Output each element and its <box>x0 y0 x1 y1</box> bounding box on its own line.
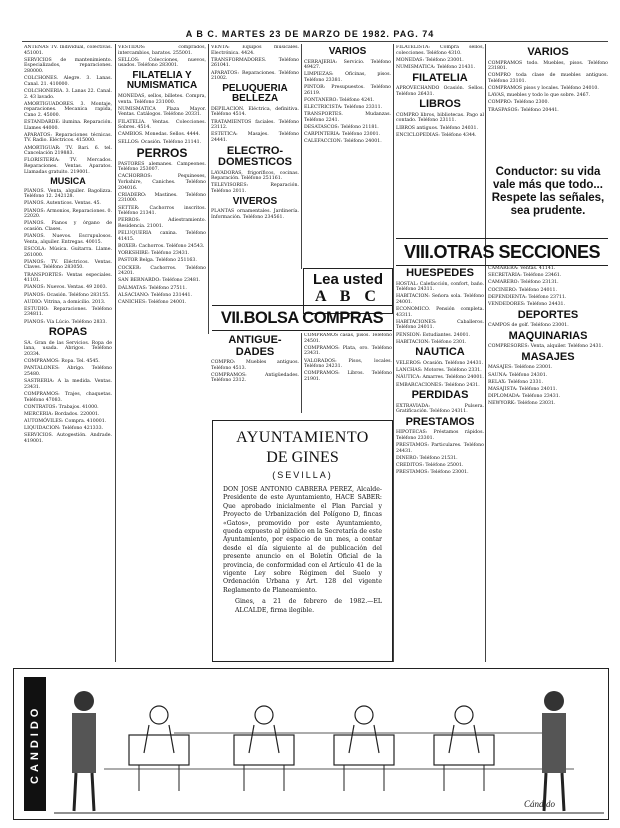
classified-ad: TELEVISORES: Reparación. Teléfono 2011. <box>211 183 299 194</box>
bolsa-compras-list <box>304 333 392 418</box>
classified-ad: CARPINTERIA: Teléfono 23001. <box>304 132 381 138</box>
classified-ad: LAVAS, muebles y todo lo que sobre. 2467. <box>488 93 591 99</box>
classified-ad: HABITACION: Señora sola. Teléfono 24001. <box>396 294 484 305</box>
notice-body: DON JOSE ANTONIO CABRERA PEREZ, Alcalde-Presidente de este Ayuntamiento, HACE SABER: Que aprobado inicialmente el Plan Parcial y Proyecto de Urbanización del Polígono D, fincas «Gatos», promovido por este Ayuntamiento, queda expuesto al público en la Secretaría de este Ayuntamiento, por espacio de un mes, a contar desde el día siguiente al de publicación del presente anuncio en el Boletín Oficial de la provincia, de conformidad con el Artículo 41 de la vigente Ley sobre Régimen del Suelo y Ordenación Urbana y Art. 128 del vigente Reglamento de Planeamiento. <box>223 486 382 594</box>
classified-ad: HABITACION: Teléfono 2301. <box>396 339 467 345</box>
classified-ad: CALEFACCION: Teléfono 24001. <box>304 139 382 145</box>
nautica-list <box>396 361 484 388</box>
prestamos-list <box>396 430 484 476</box>
cartoon-drawing <box>54 673 604 815</box>
classified-ad: LIQUIDACION: Teléfono 421333. <box>24 426 104 432</box>
classified-ad: SERVICIOS. Autogestión. Andrade. 419001. <box>24 433 112 445</box>
column-rule <box>485 262 486 662</box>
right-top-list <box>488 266 608 308</box>
section-title-ropas: ROPAS <box>48 326 88 339</box>
classified-ad: HOSTAL: Calefacción, confort, baño. Teléfono 24311. <box>396 281 484 293</box>
classified-ad: DEPILACION. Eléctrica, definitiva. Teléfono 4514. <box>211 106 299 118</box>
section-title-filatelia-numismatica: FILATELIA Y NUMISMATICA <box>126 69 198 92</box>
classified-ad: CRIADERO: Mastines. Teléfono 231000. <box>118 192 206 204</box>
section-title-prestamos: PRESTAMOS <box>405 415 475 428</box>
classified-ad: APROVECHANDO Ocasión. Sellos. Teléfono 26431. <box>396 86 484 97</box>
classified-column-6-lower <box>488 266 608 662</box>
notice-subtitle: DE GINES <box>266 449 339 466</box>
classified-ad: LIMPIEZAS: Oficinas, pisos. Teléfono 23381. <box>304 72 391 83</box>
huespedes-list <box>396 282 484 346</box>
section-title-masajes: MASAJES <box>521 350 575 363</box>
classified-ad: SAN BERNARDO: Teléfono 23481. <box>118 278 201 284</box>
notice-signature: Gines, a 21 de febrero de 1982.—EL ALCALDE, firma ilegible. <box>235 598 382 614</box>
classified-ad: LIBROS antiguos. Teléfono 24031. <box>396 125 479 131</box>
classified-ad: VALORADOS: Pisos, locales. Teléfono 24231. <box>304 358 392 370</box>
classified-ad: PANTALONES: Abrigo. Teléfono 25480. <box>24 366 112 377</box>
classified-ad: ENCICLOPEDIAS: Teléfono 4344. <box>396 132 477 138</box>
classified-ad: VENDEDORES: Teléfono 24431. <box>488 301 566 307</box>
classified-ad: AUTOMÓVILES: Compra. 410001. <box>24 419 107 425</box>
ayuntamiento-notice <box>212 420 393 662</box>
col5-top-list <box>396 45 484 71</box>
classified-ad: COMPRAMOS: Trajes, chaquetas. Teléfono 47083. <box>24 391 112 403</box>
classified-ad: MONEDAS, sellos, billetes. Compra, venta. Teléfono 231000. <box>118 93 206 105</box>
column-rule <box>393 44 394 662</box>
page-header: A B C. MARTES 23 DE MARZO DE 1982. PAG. 74 <box>185 29 435 39</box>
classified-ad: YORKSHIRE: Teléfono 23431. <box>118 251 190 257</box>
classified-ad: ALSACIANO: Teléfono 231441. <box>118 292 193 298</box>
perdidas-list <box>396 404 484 415</box>
classified-ad: DINERO: Teléfono 21531. <box>396 456 458 461</box>
abc-logo-text: A B C <box>315 288 381 305</box>
classified-ad: FONTANERO: Teléfono 4241. <box>304 97 375 103</box>
classified-ad: PERROS: Adiestramiento. Residencia. 21001. <box>118 218 206 229</box>
classified-ad: DEPENDIENTA: Teléfono 23711. <box>488 294 567 300</box>
candido-cartoon <box>13 668 609 820</box>
classified-column-6 <box>488 45 608 165</box>
conductor-safety-notice: Conductor: su vida vale más que todo... Respete las señales, sea prudente. <box>491 166 605 217</box>
header-rule <box>22 41 608 42</box>
section-title-huespedes: HUESPEDES <box>406 267 474 279</box>
classified-ad: NÁUTICA: Amarres. Teléfono 24001. <box>396 375 484 381</box>
classified-ad: AUDIO: Vitrina, a domicilio. 2013. <box>24 299 106 305</box>
classified-ad: SASTRERIA: A la medida. Ventas. 23431. <box>24 379 112 390</box>
section-title-perros: PERROS <box>136 146 188 161</box>
classified-ad: PINTOR: Presupuestos. Teléfono 26119. <box>304 85 391 96</box>
section-title-libros: LIBROS <box>419 98 461 111</box>
section-banner-otras-secciones: VIII.OTRAS SECCIONES <box>396 238 608 266</box>
classified-ad: PIANOS: Armonios, Reparaciones. 0. 22020. <box>24 208 112 220</box>
classified-ad: ESTUDIO: Reparaciones. Teléfono 234811. <box>24 306 112 318</box>
classified-ad: SERVICIOS de mantenimiento. Especializados, reparaciones. 280000. <box>24 57 112 74</box>
classified-ad: CANICHES: Teléfono 24001. <box>118 299 187 305</box>
classified-ad: CACHORROS: Pequineses, Yorkshire, Caniches. Teléfono 204016. <box>118 174 206 191</box>
classified-ad: CAMARERA: Ventas. 41141. <box>488 266 556 271</box>
classified-ad: PIANOS: TV. Eléctricos. Ventas. Claves. Teléfono 283050. <box>24 259 112 271</box>
classified-ad: DIPLOMADA: Teléfono 23431. <box>488 394 561 400</box>
notice-title: AYUNTAMIENTO <box>236 429 369 446</box>
classified-ad: COCINERO: Teléfono 24011. <box>488 287 557 293</box>
classified-ad: COMPRO toda clase de muebles antiguos. Teléfono 23101. <box>488 73 608 84</box>
classified-ad: PIANOS: Nuevos. Ventas. 49 2003. <box>24 285 108 291</box>
classified-ad: BOXER: Cachorros. Teléfono 24543. <box>118 243 205 249</box>
classified-ad: FILATELIA. Ventas. Colecciones. Sobres. 4514. <box>118 119 206 131</box>
classified-ad: VELEROS: Ocasión. Teléfono 24431. <box>396 361 484 366</box>
classified-ad: ESTETICA: Masajes. Teléfono 24441. <box>211 132 299 143</box>
classified-ad: HIPOTECAS: Préstamos rápidos. Teléfono 23301. <box>396 430 484 442</box>
classified-ad: PIANOS. Venta, alquiler. Bagolizza. Teléfono 12. 242128. <box>24 188 112 200</box>
classified-ad: SETTER: Cachorros inscritos. Teléfono 21341. <box>118 205 206 217</box>
classified-ad: ECONOMICO. Pensión completa. 43311. <box>396 307 484 318</box>
classified-ad: COMPRAMOS todo. Muebles, pisos. Teléfono 231801. <box>488 60 608 72</box>
classified-ad: VESTIDOS: comprados, intercambios, baratos. 255001. <box>118 45 206 56</box>
classified-ad: LANCHAS: Motores. Teléfono 2331. <box>396 368 482 374</box>
classified-ad: AMORTIGUAR: TV. Bari. 6. tel. Cancelación 219883. <box>24 145 112 157</box>
classified-ad: ESTANDARDE: ilumina. Reparación. Llames 44000. <box>24 120 112 131</box>
classified-ad: FILATELISTA: Compra sellos, colecciones. Teléfono 4310. <box>396 45 484 56</box>
classified-ad: VENTA: Equipos musicales. Electrónica. 4424. <box>211 45 299 56</box>
col2-filatelia-list <box>118 94 206 145</box>
classified-ad: MASAJES: Teléfono 23001. <box>488 365 553 371</box>
col2-perros-list <box>118 162 206 306</box>
classified-ad: PIANOS: Vía Lúcio. Teléfono 2833. <box>24 319 107 325</box>
col3-viveros-list <box>211 209 299 220</box>
col6-varios-list <box>488 61 608 114</box>
classified-ad: PIANOS. Nuevos. Escrupulosos. Venta, alquiler. Entregas. 40015. <box>24 234 112 245</box>
section-title-maquinarias: MAQUINARIAS <box>508 329 588 342</box>
classified-ad: ELECTRICISTA: Teléfono 23311. <box>304 105 383 111</box>
cartoon-title-strip <box>24 677 46 811</box>
classified-ad: PIANOS. Pianos y órgano de ocasión. Clases. <box>24 221 112 232</box>
classified-ad: COMPRAMOS: Libros. Teléfono 21901. <box>304 371 392 382</box>
classified-ad: TRASPASOS: Teléfono 20441. <box>488 107 559 113</box>
column-rule <box>301 333 302 413</box>
classified-ad: SAUNA: Teléfono 24301. <box>488 372 548 378</box>
classified-ad: CAMPOS de golf. Teléfono 23001. <box>488 323 569 329</box>
classified-ad: COMPRESORES: Venta, alquiler. Teléfono 2431. <box>488 344 603 350</box>
section-title-varios-2: VARIOS <box>527 46 569 58</box>
classified-ad: NUMISMATICA: Teléfono 21431. <box>396 64 475 70</box>
classified-column-3 <box>211 45 299 335</box>
cartoon-vertical-title: CANDIDO <box>29 704 41 784</box>
col1-ropas-list <box>24 341 112 432</box>
classified-ad: ANTENAS TV. Individual, colectivas. 451001. <box>24 45 112 56</box>
classified-ad: AMORTIGUADORES. 3. Montaje, reparaciones. Mecanica rapida, Cano 2. 45000. <box>24 101 112 118</box>
classified-ad: COLCHONERIA. 3. Lanas 22. Canal. 2. 43 lavado. <box>24 88 112 100</box>
col3-top-list <box>211 45 299 82</box>
classified-ad: PLANTAS ornamentales. Jardinería. Información. Teléfono 234561. <box>211 209 299 220</box>
classified-ad: EMBARCACIONES: Teléfono 2431. <box>396 382 480 388</box>
col1-musica-list <box>24 189 112 326</box>
col2-top-list <box>118 45 206 69</box>
classified-ad: CERRAJERIA: Servicio. Teléfono 49427. <box>304 59 391 71</box>
classified-ad: COMPRO: Teléfono 2300. <box>488 100 549 106</box>
classified-ad: CREDITOS: Teléfono 25001. <box>396 463 464 469</box>
classified-ad: DESATASCOS: Teléfono 21181. <box>304 125 379 130</box>
classified-ad: TRANSPORTES: Ventas especiales. 41101. <box>24 272 112 284</box>
masajes-list <box>488 365 608 407</box>
classified-ad: PASTORES alemanes. Campeones. Teléfono 253007. <box>118 161 206 173</box>
classified-ad: COMPRAMOS pisos y locales. Teléfono 24010. <box>488 86 599 92</box>
classified-column-5-lower <box>396 266 484 662</box>
col3-electro-list <box>211 171 299 195</box>
classified-ad: APARATOS: Reparaciones. Teléfono 21002. <box>211 70 299 82</box>
col3-peluqueria-list <box>211 107 299 144</box>
section-title-antiguedades: ANTIGUE-DADES <box>228 334 282 358</box>
section-title-filatelia: FILATELIA <box>412 71 468 84</box>
maquinarias-list <box>488 344 608 350</box>
classified-ad: PRESTAMOS: Particulares. Teléfono 24431. <box>396 443 484 454</box>
section-title-musica: MUSICA <box>50 176 86 187</box>
column-rule <box>208 44 209 334</box>
section-title-perdidas: PERDIDAS <box>411 389 469 402</box>
classified-column-2 <box>118 45 206 665</box>
classified-ad: PENSION: Estudiantes. 24001. <box>396 332 471 338</box>
classified-ad: CAMARERO: Teléfono 23131. <box>488 280 559 286</box>
classified-ad: PASTOR Belga. Teléfono 251163. <box>118 258 197 264</box>
classified-ad: COMPRO libros, bibliotecas. Pago al contado. Teléfono 23111. <box>396 112 484 124</box>
section-title-deportes: DEPORTES <box>517 308 579 321</box>
classified-column-4 <box>304 45 391 270</box>
classified-column-5 <box>396 45 484 235</box>
column-rule <box>301 44 302 269</box>
classified-ad: SECRETARIA: Teléfono 23461. <box>488 273 562 279</box>
section-title-peluqueria-belleza: PELUQUERIA BELLEZA <box>222 82 288 105</box>
col1-top-list <box>24 45 112 175</box>
classified-ad: RELAX: Teléfono 2331. <box>488 379 543 385</box>
classified-ad: PIANOS. Autenticos. Ventas. 45. <box>24 201 101 207</box>
notice-province: (SEVILLA) <box>272 470 333 480</box>
col3-antiguedades-list <box>211 360 299 384</box>
classified-ad: NEWYORK: Teléfono 23031. <box>488 401 556 407</box>
section-title-electrodomesticos: ELECTRO-DOMESTICOS <box>218 144 292 169</box>
classified-ad: COMPRO: Muebles antiguos. Teléfono 4513. <box>211 360 299 371</box>
classified-ad: COCKER: Cachorros. Teléfono 24201. <box>118 265 206 277</box>
classified-ad: SELLOS: Ocasión. Teléfono 21141. <box>118 139 202 145</box>
lea-usted-text: Lea usted <box>312 271 384 288</box>
classified-ad: COMPRAMOS casas, pisos. Teléfono 24501. <box>304 333 392 344</box>
classified-ad: NUMISMATICA Plaza Mayor. Ventas. Catálogos. Teléfono 20331. <box>118 106 206 118</box>
section-title-varios: VARIOS <box>328 46 367 57</box>
classified-ad: PELUQUERIA canina. Teléfono 41415. <box>118 231 206 242</box>
col4-varios-list <box>304 60 391 145</box>
classified-ad: SELLOS: Colecciones, nuevos, usados. Teléfono 283001. <box>118 57 206 69</box>
classified-ad: ESCOLA: Música. Guitarra. Llame. 261000. <box>24 246 112 258</box>
classified-ad: PIANOS: Ocasión. Teléfono 283155. <box>24 292 110 298</box>
classified-ad: MONEDAS: Teléfono 23001. <box>396 57 464 63</box>
classified-ad: COMPRAMOS: Antigüedades. Teléfono 2312. <box>211 372 299 384</box>
classified-ad: COMPRAMOS: Plata, oro. Teléfono 23431. <box>304 345 392 357</box>
classified-ad: PRESTAMOS: Teléfono 23001. <box>396 470 469 476</box>
deportes-list <box>488 323 608 329</box>
section-title-nautica: NAUTICA <box>415 346 465 359</box>
classified-ad: LAVADORAS, frigoríficos, cocinas. Reparación. Teléfono 251161. <box>211 170 299 182</box>
classified-ad: TRANSPORTES. Mudanzas. Teléfono 2241. <box>304 112 391 123</box>
classified-ad: CONTRATOS: Trabajos. 41000. <box>24 404 99 410</box>
classified-ad: SA. Gran de las Servicios. Ropa de lana, usada. Abrigos. Teléfono 20334. <box>24 340 112 357</box>
classified-ad: TRATAMIENTOS faciales. Teléfono 23112. <box>211 119 299 131</box>
classified-ad: HABITACIONES: Caballeros. Teléfono 24011. <box>396 319 484 331</box>
classified-column-1 <box>24 45 112 665</box>
classified-ad: CAMBIOS. Monedas. Sellos. 4444. <box>118 132 201 138</box>
col5-filatelia-list <box>396 86 484 97</box>
column-rule <box>115 44 116 662</box>
section-title-viveros: VIVEROS <box>232 195 278 207</box>
classified-ad: DÁLMATAS: Teléfono 27511. <box>118 285 187 291</box>
classified-ad: COMPRAMOS: Ropa. Tel. 4545. <box>24 359 100 365</box>
antiguedades-block <box>211 333 299 418</box>
classified-ad: COLCHONES. Alegre. 3. Lanas. Canal. 21. 410000. <box>24 76 112 87</box>
classified-ad: TRANSFORMADORES. Teléfono 261041. <box>211 57 299 69</box>
classified-ad: MERCERIA: Bordados. 220001. <box>24 411 100 417</box>
cartoon-signature: Cándido <box>524 799 556 809</box>
classified-ad: FLORISTERIA: TV. Mercados. Reparaciones. Ventas. Aparatos. Llamadas gratuito. 219001. <box>24 158 112 175</box>
section-banner-bolsa-compras: VII.BOLSA COMPRAS <box>212 305 392 331</box>
col5-libros-list <box>396 113 484 139</box>
classified-ad: EXTRAVIADA: Pulsera. Gratificación. Teléfono 24311. <box>396 403 484 415</box>
classified-ad: MASAJISTA: Teléfono 24011. <box>488 386 558 392</box>
classified-ad: APARATOS: Reparaciones técnicas. TV. Radio. Eléctricos. 415000. <box>24 132 112 144</box>
